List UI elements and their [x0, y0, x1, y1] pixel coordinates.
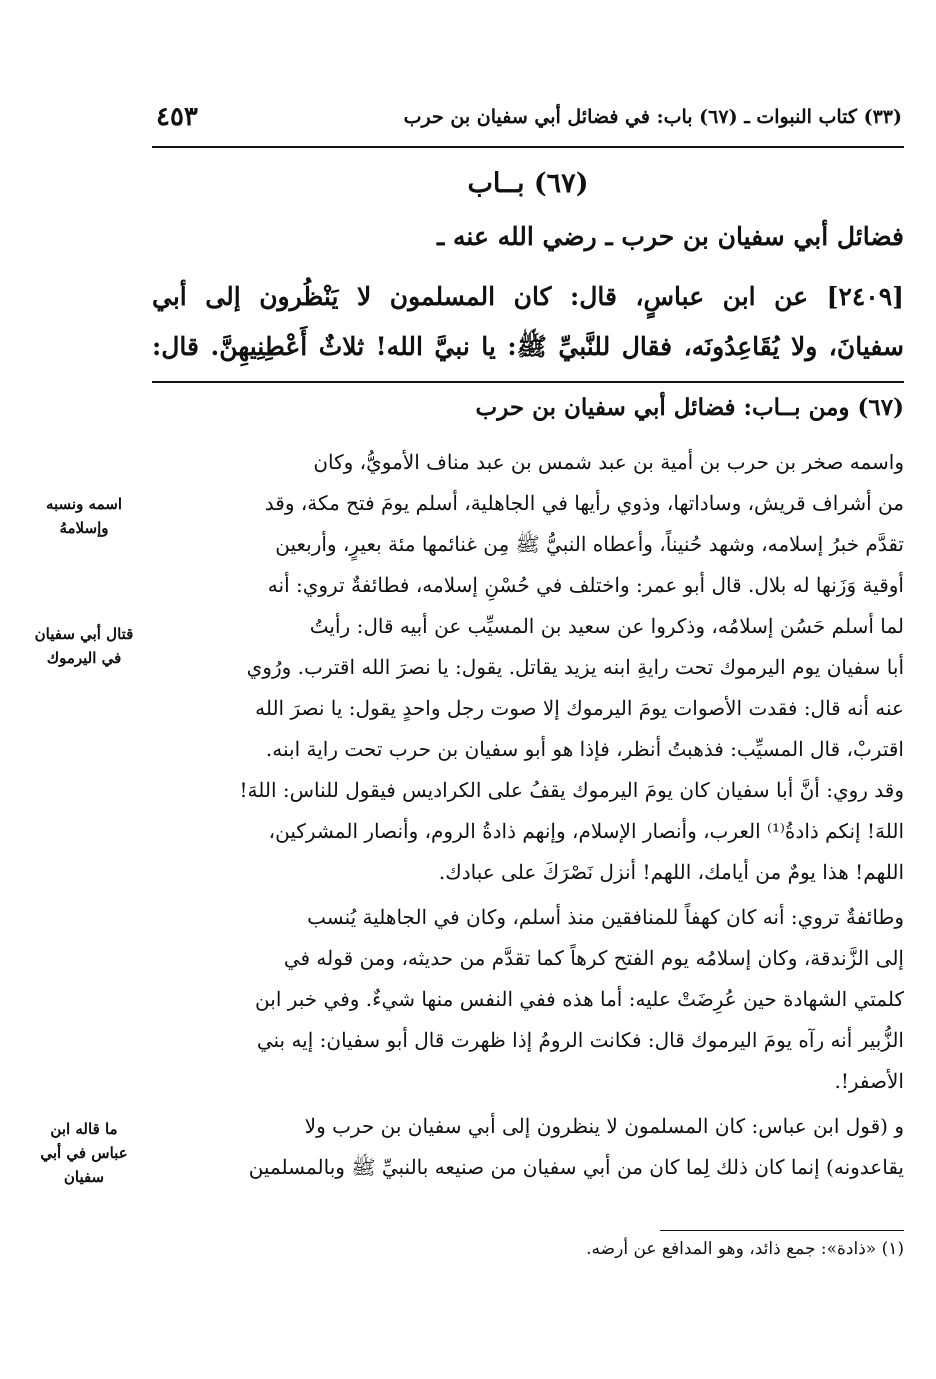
- hadith-line: سفيانَ، ولا يُقَاعِدُونَه، فقال للنَّبيِّ ﷺ: يا نبيَّ الله! ثلاثٌ أَعْطِنِيهِنَّ. قال:: [152, 332, 904, 361]
- commentary-line: إلى الزَّندقة، وكان إسلامُه يوم الفتح كرهاً كما تقدَّم من حديثه، ومن قوله في: [283, 946, 904, 970]
- commentary-body: [152, 442, 904, 1188]
- commentary-line: لما أسلم حَسُن إسلامُه، وذكروا عن سعيد بن المسيِّب عن أبيه قال: رأيتُ: [309, 614, 904, 638]
- margin-note-line: قتال أبي سفيان: [34, 625, 134, 643]
- margin-note-line: اسمه ونسبه: [45, 495, 123, 513]
- commentary-line: اللهَ! إنكم ذادةُ⁽¹⁾ العرب، وأنصار الإسلام، وإنهم ذادةُ الروم، وأنصار المشركين،: [268, 819, 904, 843]
- commentary-line: الأصفر!.: [834, 1069, 904, 1093]
- hadith-line: [٢٤٠٩] عن ابن عباسٍ، قال: كان المسلمون لا يَنْظُرون إلى أبي: [152, 282, 904, 311]
- hadith-text: [152, 272, 904, 372]
- footnote-rule: [660, 1230, 904, 1231]
- margin-note-line: ما قاله ابن: [50, 1120, 118, 1138]
- running-header-title: (٣٣) كتاب النبوات ـ (٦٧) باب: في فضائل أبي سفيان بن حرب: [403, 106, 902, 128]
- commentary-line: يقاعدونه) إنما كان ذلك لِما كان من أبي سفيان من صنيعه بالنبيِّ ﷺ وبالمسلمين: [248, 1155, 904, 1179]
- commentary-line: كلمتي الشهادة حين عُرِضَتْ عليه: أما هذه ففي النفس منها شيءٌ. وفي خبر ابن: [255, 987, 904, 1011]
- commentary-line: الزُّبير أنه رآه يومَ اليرموك قال: فكانت الرومُ إذا ظهرت قال أبو سفيان: إيه بني: [256, 1028, 904, 1052]
- margin-note-line: في اليرموك: [46, 649, 122, 667]
- footnote: (١) «ذادة»: جمع ذائد، وهو المدافع عن أرضه.: [586, 1239, 904, 1259]
- section-divider: [152, 381, 904, 383]
- commentary-line: واسمه صخر بن حرب بن أمية بن عبد شمس بن عبد مناف الأمويُّ، وكان: [313, 450, 904, 474]
- header-rule: [152, 146, 904, 148]
- chapter-subheading: فضائل أبي سفيان بن حرب ـ رضي الله عنه ـ: [437, 222, 904, 251]
- chapter-heading: (٦٧) بــاب: [467, 168, 589, 199]
- commentary-line: اقتربْ، قال المسيِّب: فذهبتُ أنظر، فإذا هو أبو سفيان بن حرب تحت راية ابنه.: [265, 737, 904, 761]
- page-number: ٤٥٣: [156, 102, 198, 132]
- margin-note: [20, 492, 148, 540]
- margin-note: [20, 622, 148, 670]
- commentary-line: تقدَّم خبرُ إسلامه، وشهد حُنيناً، وأعطاه النبيُّ ﷺ مِن غنائمها مئة بعيرٍ، وأربعين: [275, 532, 904, 556]
- commentary-line: و (قول ابن عباس: كان المسلمون لا ينظرون إلى أبي سفيان بن حرب ولا: [304, 1114, 904, 1138]
- margin-note-line: عباس في أبي: [40, 1144, 128, 1162]
- commentary-line: وقد روي: أنَّ أبا سفيان كان يومَ اليرموك يقفُ على الكراديس فيقول للناس: اللهَ!: [239, 778, 904, 802]
- commentary-line: وطائفةٌ تروي: أنه كان كهفاً للمنافقين منذ أسلم، وكان في الجاهلية يُنسب: [307, 905, 904, 929]
- margin-note-line: وإسلامهُ: [59, 519, 109, 537]
- margin-note-line: سفيان: [63, 1168, 105, 1186]
- commentary-heading: (٦٧) ومن بــاب: فضائل أبي سفيان بن حرب: [475, 394, 904, 421]
- commentary-line: من أشراف قريش، وساداتها، وذوي رأيها في الجاهلية، أسلم يومَ فتح مكة، وقد: [264, 491, 904, 515]
- commentary-line: عنه أنه قال: فقدت الأصوات يومَ اليرموك إلا صوت رجل واحدٍ يقول: يا نصرَ الله: [255, 696, 904, 720]
- commentary-line: اللهم! هذا يومٌ من أيامك، اللهم! أنزل نَصْرَكَ على عبادك.: [438, 860, 904, 884]
- margin-note: [20, 1117, 148, 1189]
- commentary-line: أوقية وَزَنها له بلال. قال أبو عمر: واختلف في حُسْنِ إسلامه، فطائفةٌ تروي: أنه: [267, 573, 904, 597]
- commentary-line: أبا سفيان يوم اليرموك تحت رايةِ ابنه يزيد يقاتل. يقول: يا نصرَ الله اقترب. ورُوي: [246, 655, 904, 679]
- running-header: [150, 104, 902, 138]
